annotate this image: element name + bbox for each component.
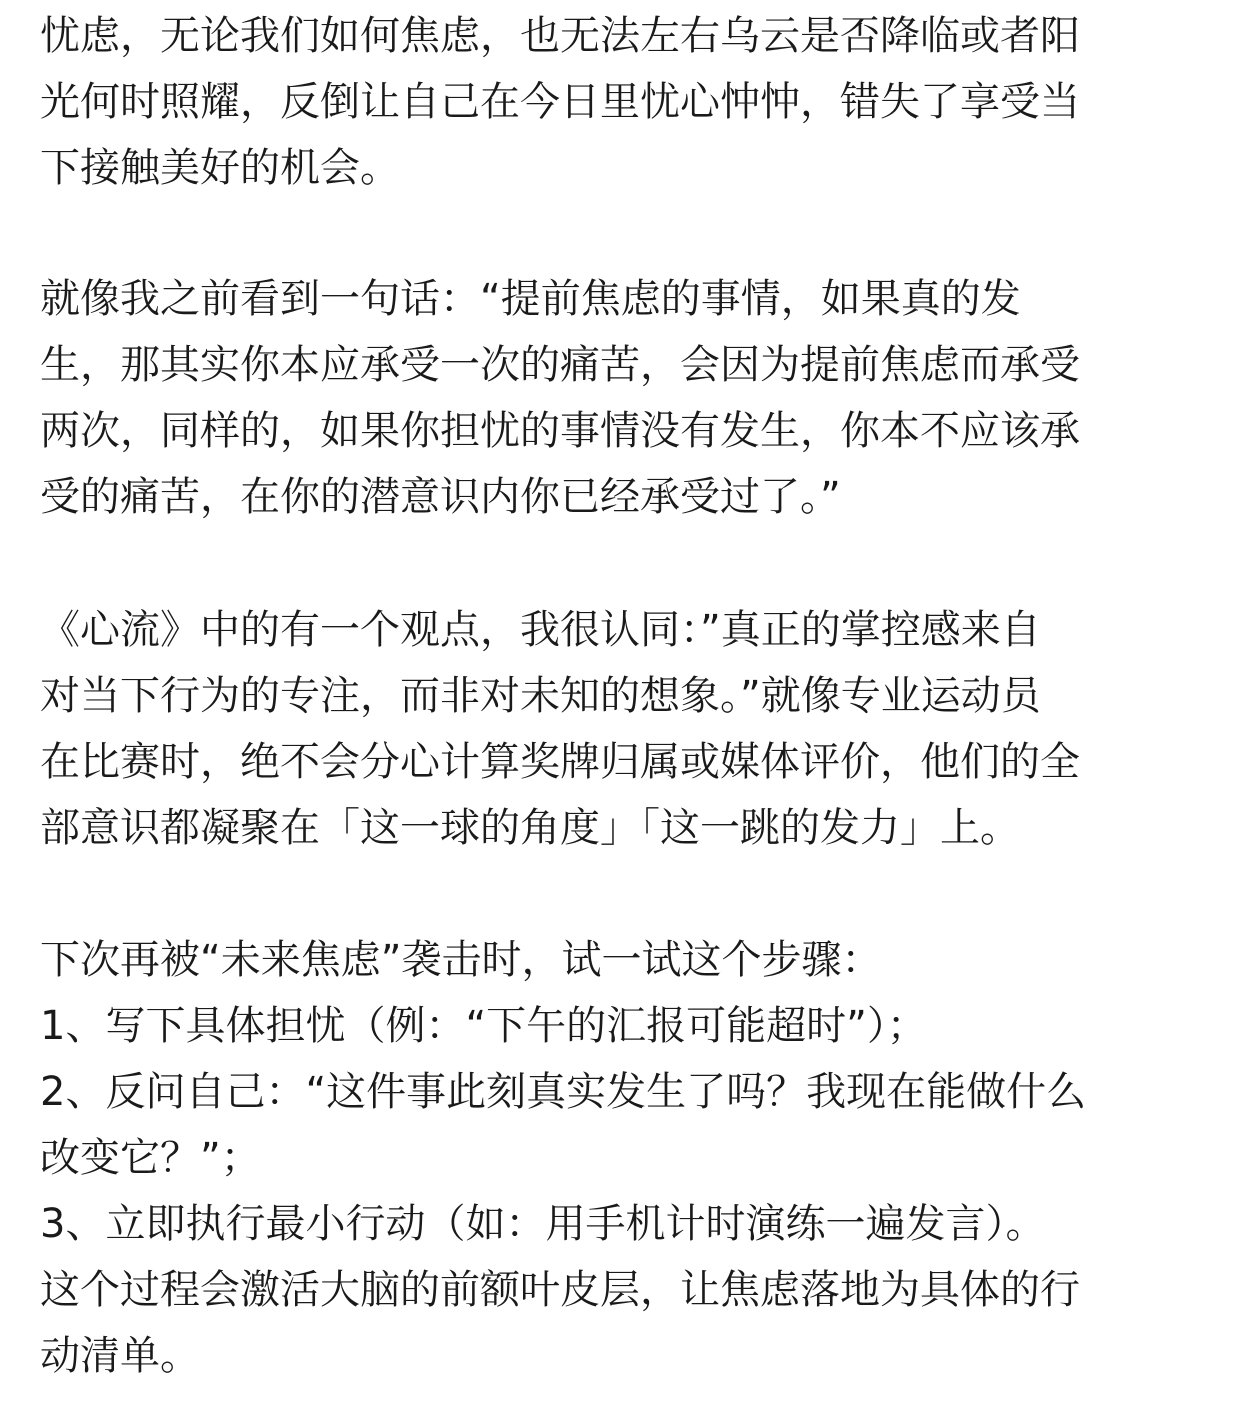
paragraph-quote bbox=[40, 266, 1080, 530]
text-line: 下接触美好的机会。 bbox=[40, 145, 400, 191]
text-line: 动清单。 bbox=[40, 1333, 200, 1379]
text-line: 受的痛苦，在你的潜意识内你已经承受过了。” bbox=[40, 474, 841, 520]
paragraph-flow bbox=[40, 597, 1080, 861]
text-line: 生，那其实你本应承受一次的痛苦，会因为提前焦虑而承受 bbox=[40, 342, 1080, 388]
text-line: 在比赛时，绝不会分心计算奖牌归属或媒体评价，他们的全 bbox=[40, 739, 1080, 785]
text-line: 忧虑，无论我们如何焦虑，也无法左右乌云是否降临或者阳 bbox=[40, 13, 1080, 59]
text-line: 两次，同样的，如果你担忧的事情没有发生，你本不应该承 bbox=[40, 408, 1080, 454]
step-item: 3、立即执行最小行动（如：用手机计时演练一遍发言）。 bbox=[40, 1201, 1046, 1247]
text-line: 就像我之前看到一句话：“提前焦虑的事情，如果真的发 bbox=[40, 276, 1021, 322]
text-line: 《心流》中的有一个观点，我很认同：”真正的掌控感来自 bbox=[40, 607, 1041, 653]
paragraph-worry bbox=[40, 3, 1080, 201]
step-item: 1、写下具体担忧（例：“下午的汇报可能超时”）； bbox=[40, 1003, 927, 1049]
text-line: 部意识都凝聚在「这一球的角度」「这一跳的发力」上。 bbox=[40, 805, 1020, 851]
paragraph-steps bbox=[40, 927, 1086, 1389]
step-item: 2、反问自己：“这件事此刻真实发生了吗？我现在能做什么 bbox=[40, 1069, 1087, 1115]
text-line: 这个过程会激活大脑的前额叶皮层，让焦虑落地为具体的行 bbox=[40, 1267, 1080, 1313]
text-line: 对当下行为的专注，而非对未知的想象。”就像专业运动员 bbox=[40, 673, 1041, 719]
text-line: 光何时照耀，反倒让自己在今日里忧心忡忡，错失了享受当 bbox=[40, 79, 1080, 125]
step-item-continued: 改变它？”； bbox=[40, 1135, 261, 1181]
text-line: 下次再被“未来焦虑”袭击时，试一试这个步骤： bbox=[40, 937, 882, 983]
